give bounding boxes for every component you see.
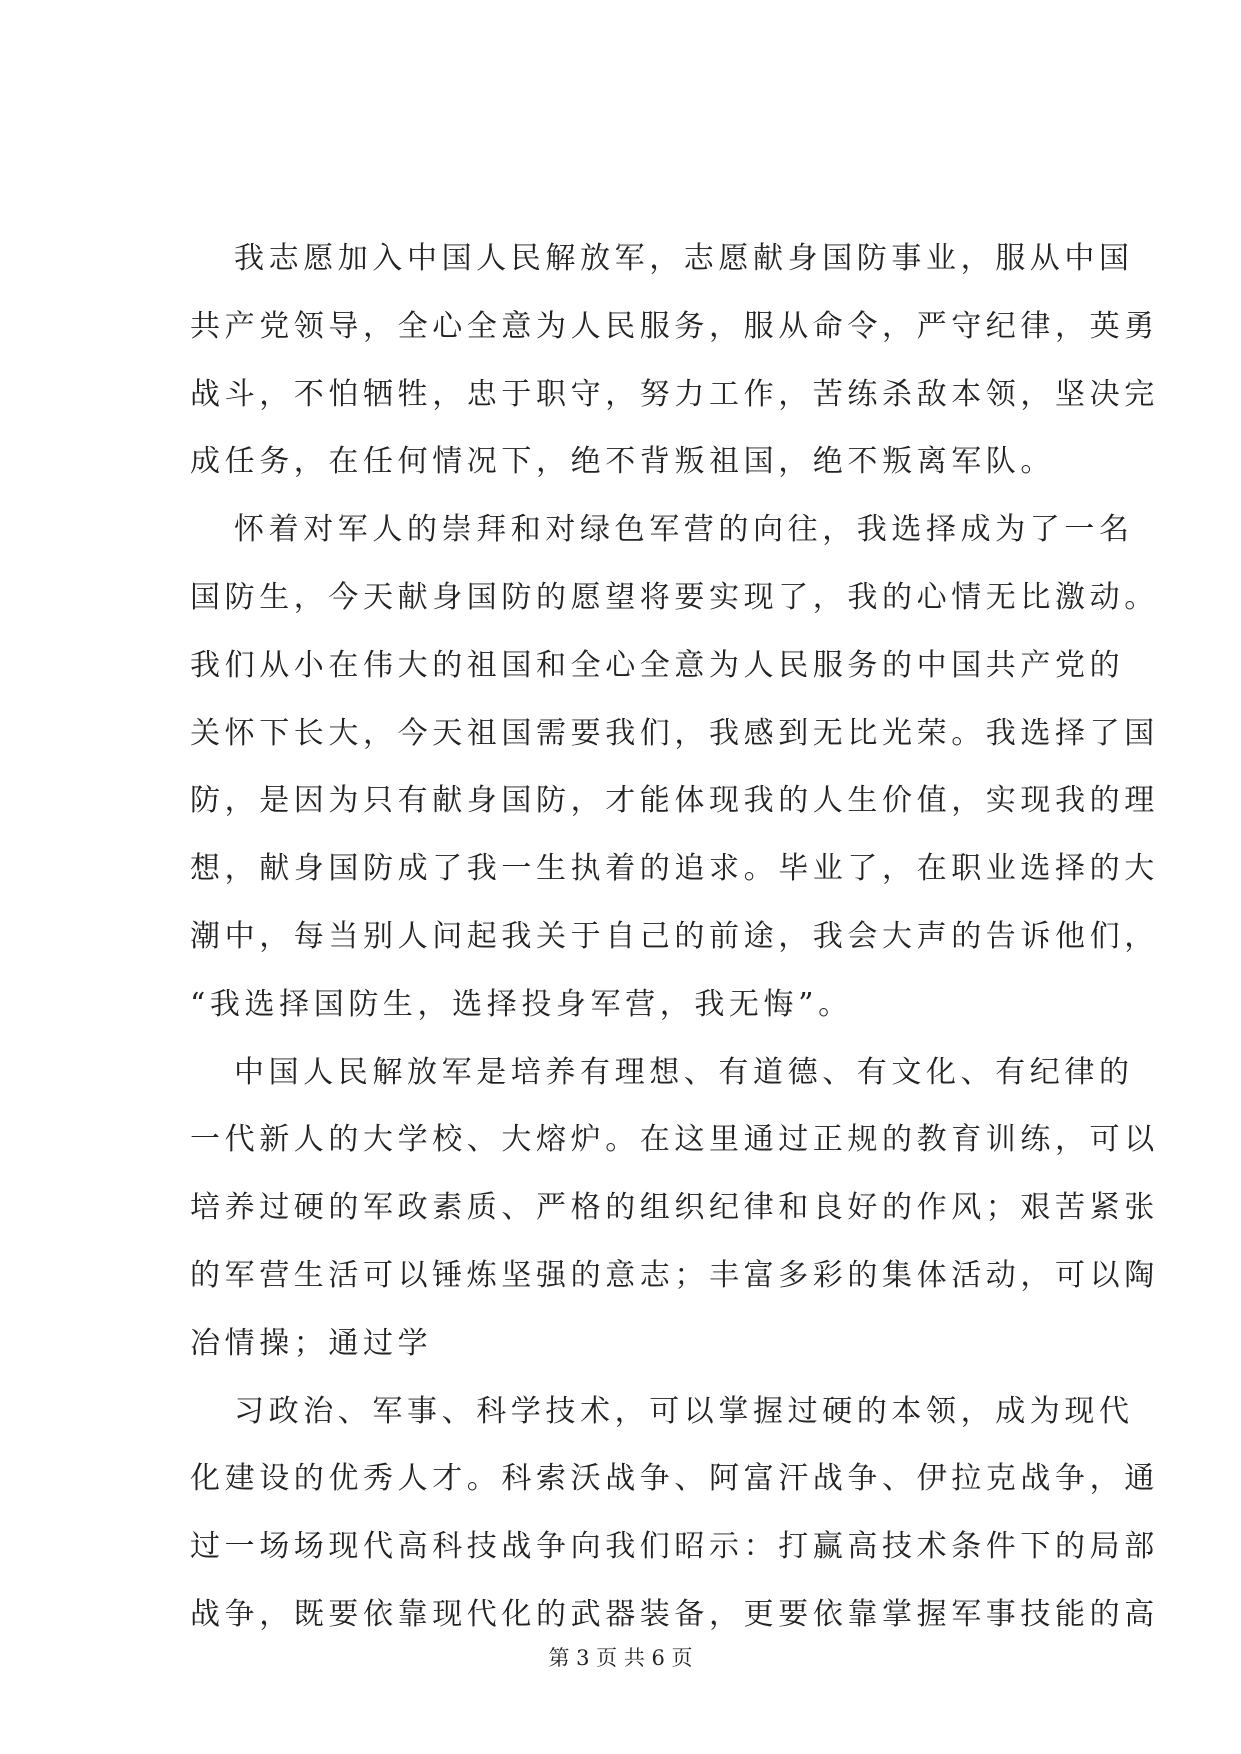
document-body (190, 225, 1159, 1649)
text-line: 想，献身国防成了我一生执着的追求。毕业了，在职业选择的大 (190, 851, 1159, 887)
page-footer (0, 1642, 1241, 1672)
text-line: 潮中，每当别人问起我关于自己的前途，我会大声的告诉他们， (190, 918, 1159, 954)
text-line: 战斗，不怕牺牲，忠于职守，努力工作，苦练杀敌本领，坚决完 (190, 376, 1159, 412)
text-line: 国防生，今天献身国防的愿望将要实现了，我的心情无比激动。 (190, 579, 1159, 615)
text-line: “我选择国防生，选择投身军营，我无悔”。 (190, 986, 853, 1022)
text-line: 成任务，在任何情况下，绝不背叛祖国，绝不叛离军队。 (190, 444, 1055, 480)
text-line: 培养过硬的军政素质、严格的组织纪律和良好的作风；艰苦紧张 (190, 1190, 1159, 1226)
text-line: 过一场场现代高科技战争向我们昭示：打赢高技术条件下的局部 (190, 1529, 1159, 1565)
text-line: 共产党领导，全心全意为人民服务，服从命令，严守纪律，英勇 (190, 308, 1159, 344)
text-line: 我志愿加入中国人民解放军，志愿献身国防事业，服从中国 (234, 241, 1134, 276)
text-line: 一代新人的大学校、大熔炉。在这里通过正规的教育训练，可以 (190, 1122, 1159, 1158)
text-line: 怀着对军人的崇拜和对绿色军营的向往，我选择成为了一名 (234, 512, 1134, 548)
text-line: 化建设的优秀人才。科索沃战争、阿富汗战争、伊拉克战争，通 (190, 1461, 1159, 1497)
page-number: 第 3 页 共 6 页 (548, 1646, 693, 1670)
text-line: 防，是因为只有献身国防，才能体现我的人生价值，实现我的理 (190, 783, 1159, 819)
text-line: 关怀下长大，今天祖国需要我们，我感到无比光荣。我选择了国 (190, 715, 1159, 751)
text-line: 中国人民解放军是培养有理想、有道德、有文化、有纪律的 (234, 1054, 1134, 1090)
text-line: 冶情操；通过学 (190, 1325, 433, 1361)
text-line: 战争，既要依靠现代化的武器装备，更要依靠掌握军事技能的高 (190, 1596, 1159, 1632)
text-line: 我们从小在伟大的祖国和全心全意为人民服务的中国共产党的 (190, 647, 1125, 683)
text-line: 的军营生活可以锤炼坚强的意志；丰富多彩的集体活动，可以陶 (190, 1257, 1159, 1293)
text-line: 习政治、军事、科学技术，可以掌握过硬的本领，成为现代 (234, 1393, 1134, 1429)
